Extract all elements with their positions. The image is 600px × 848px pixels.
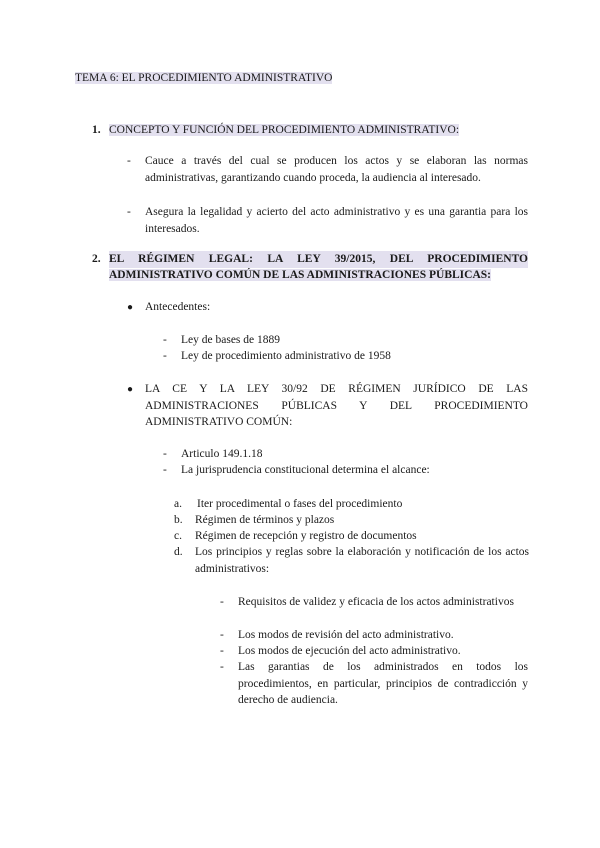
- dash-marker: -: [163, 334, 167, 346]
- section2-number: 2.: [92, 253, 101, 265]
- dash-marker: -: [220, 645, 224, 657]
- subitem-garantias: Las garantias de los administrados en todos los procedimientos, en particular, principios de contradicción y derecho de audiencia.: [238, 661, 528, 706]
- dash-marker: -: [220, 596, 224, 608]
- dash-marker: -: [127, 155, 131, 167]
- subitem-ejecucion: Los modos de ejecución del acto administrativo.: [238, 645, 461, 657]
- subitem-revision: Los modos de revisión del acto administrativo.: [238, 629, 454, 641]
- bullet-marker: ●: [127, 384, 134, 395]
- section1-item-2: Asegura la legalidad y acierto del acto administrativo y es una garantia para los interesados.: [145, 206, 528, 235]
- ley-item-jurisprudencia: La jurisprudencia constitucional determina el alcance:: [181, 464, 430, 476]
- bullet-ley-30-92: LA CE Y LA LEY 30/92 DE RÉGIMEN JURÍDICO DE LAS ADMINISTRACIONES PÚBLICAS Y DEL PROCEDIMIENTO ADMINISTRATIVO COMÚN:: [145, 383, 528, 428]
- lettered-item-b: Régimen de términos y plazos: [195, 514, 335, 526]
- subitem-requisitos: Requisitos de validez y eficacia de los actos administrativos: [238, 596, 514, 608]
- ley-item-articulo: Articulo 149.1.18: [181, 448, 263, 460]
- letter-marker-c: c.: [174, 530, 182, 542]
- antecedentes-item-1: Ley de bases de 1889: [181, 334, 280, 346]
- section2-heading-line2: ADMINISTRATIVO COMÚN DE LAS ADMINISTRACIONES PÚBLICAS:: [109, 269, 491, 281]
- document-title: TEMA 6: EL PROCEDIMIENTO ADMINISTRATIVO: [75, 72, 333, 84]
- letter-marker-a: a.: [174, 498, 182, 510]
- section1-number: 1.: [92, 124, 101, 136]
- lettered-item-c: Régimen de recepción y registro de documentos: [195, 530, 417, 542]
- dash-marker: -: [220, 661, 224, 673]
- section2-heading-line1: EL RÉGIMEN LEGAL: LA LEY 39/2015, DEL PROCEDIMIENTO: [109, 251, 528, 268]
- bullet-antecedentes: Antecedentes:: [145, 301, 211, 313]
- dash-marker: -: [163, 448, 167, 460]
- section1-item-1: Cauce a través del cual se producen los actos y se elaboran las normas administrativas, garantizando cuando proceda, la audiencia al interesado.: [145, 155, 528, 184]
- bullet-marker: ●: [127, 302, 134, 313]
- dash-marker: -: [220, 629, 224, 641]
- lettered-item-d: Los principios y reglas sobre la elaboración y notificación de los actos administrativos:: [195, 546, 529, 575]
- antecedentes-item-2: Ley de procedimiento administrativo de 1958: [181, 350, 391, 362]
- dash-marker: -: [163, 464, 167, 476]
- lettered-item-a: Iter procedimental o fases del procedimiento: [197, 498, 403, 510]
- dash-marker: -: [163, 350, 167, 362]
- section1-heading: CONCEPTO Y FUNCIÓN DEL PROCEDIMIENTO ADMINISTRATIVO:: [109, 124, 460, 136]
- letter-marker-b: b.: [174, 514, 183, 526]
- dash-marker: -: [127, 206, 131, 218]
- letter-marker-d: d.: [174, 546, 183, 558]
